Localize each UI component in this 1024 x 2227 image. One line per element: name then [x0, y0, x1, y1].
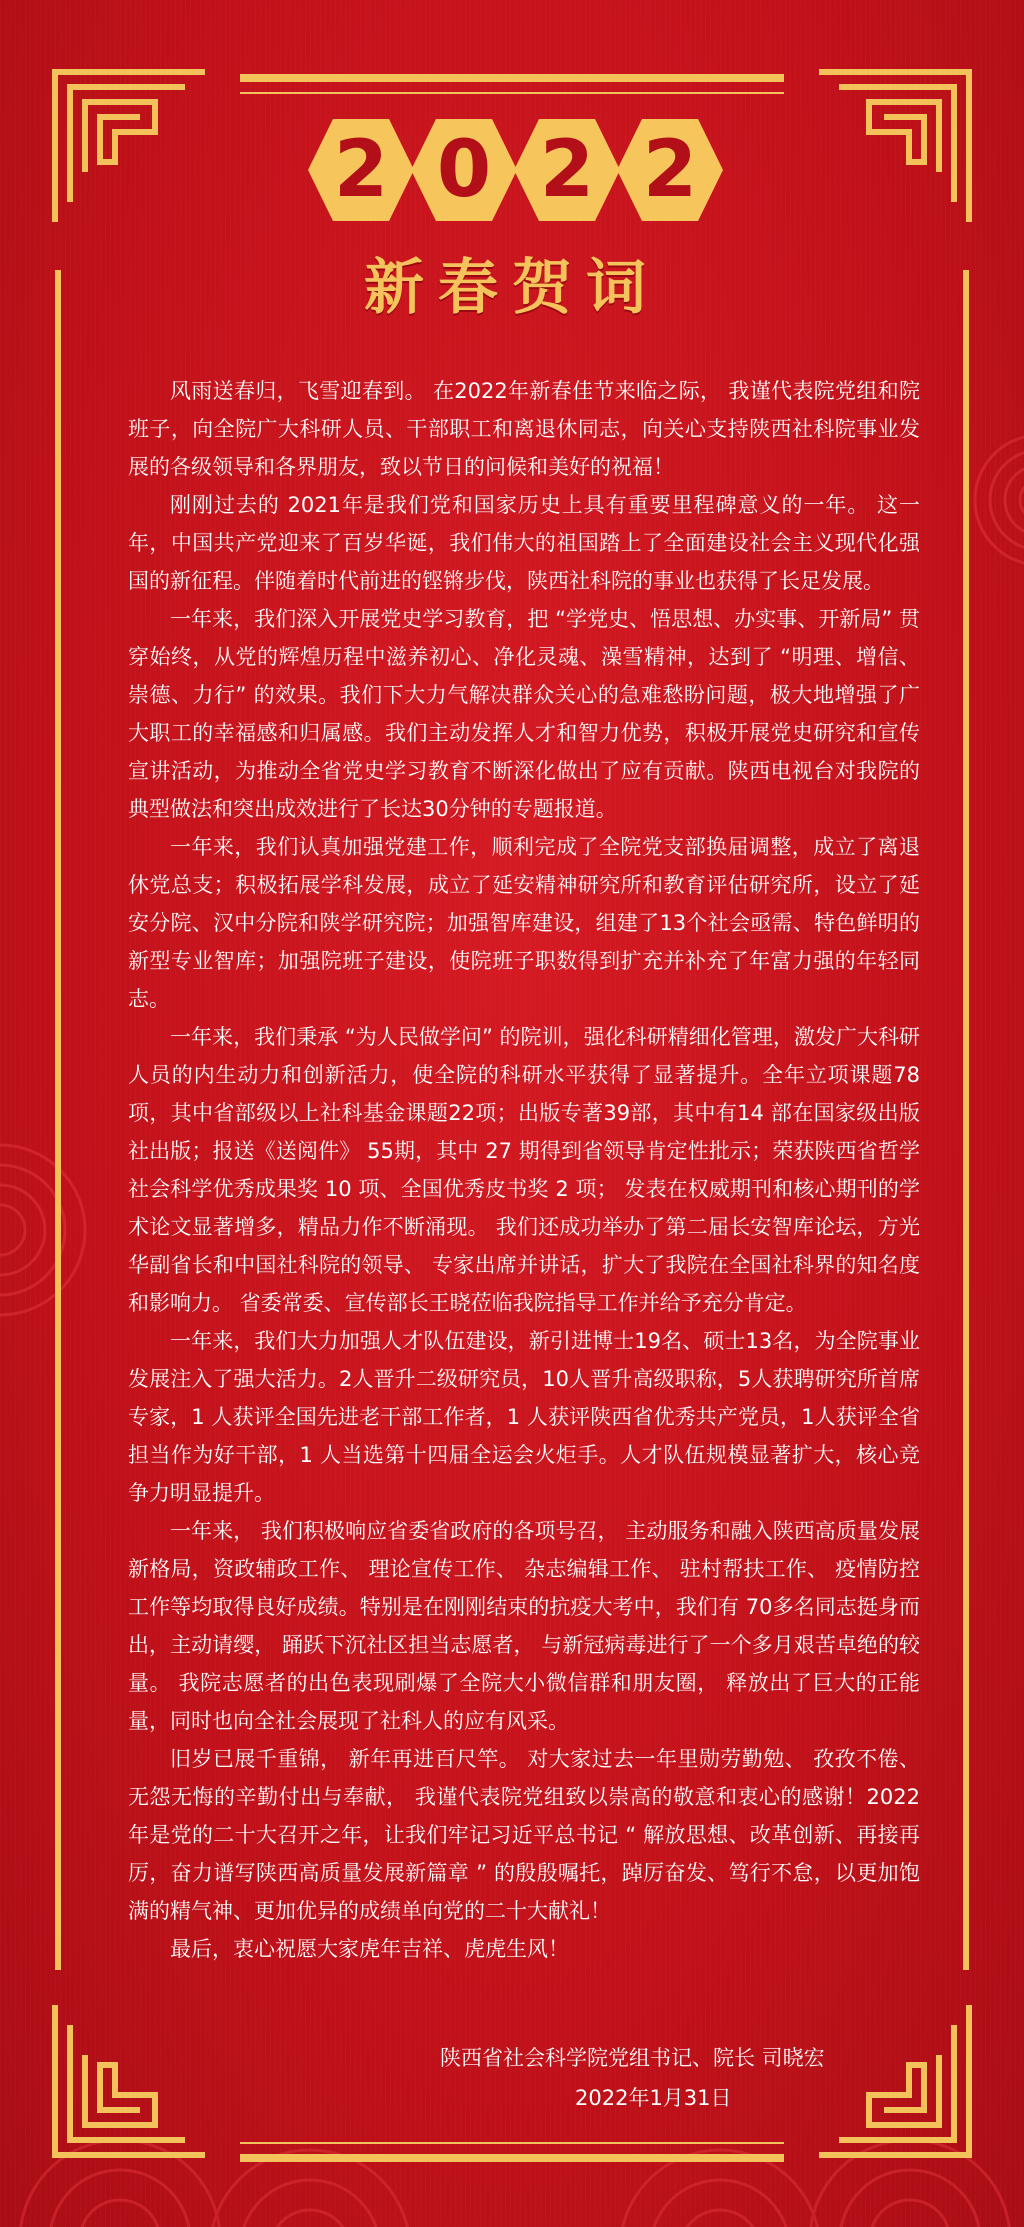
corner-ornament-bottom-left: [45, 1995, 215, 2165]
signature-block: [330, 2038, 930, 2118]
paragraph: 刚刚过去的 2021年是我们党和国家历史上具有重要里程碑意义的一年。 这一年，中国共产党迎来了百岁华诞，我们伟大的祖国踏上了全面建设社会主义现代化强国的新征程。伴随着时代前进的铿锵步伐，陕西社科院的事业也获得了长足发展。: [128, 493, 920, 593]
frame-top-line: [240, 74, 784, 82]
paragraph: 旧岁已展千重锦， 新年再进百尺竿。 对大家过去一年里勋劳勤勉、 孜孜不倦、无怨无悔的辛勤付出与奉献， 我谨代表院党组致以崇高的敬意和衷心的感谢！2022年是党的二十大召开之年，让我们牢记习近平总书记 “ 解放思想、改革创新、再接再厉，奋力谱写陕西高质量发展新篇章 ” 的殷殷嘱托，踔厉奋发、笃行不怠，以更加饱满的精气神、更加优异的成绩单向党的二十大献礼！: [128, 1747, 920, 1923]
year-digit: 2: [642, 125, 698, 215]
paragraph: 一年来，我们大力加强人才队伍建设，新引进博士19名、硕士13名，为全院事业发展注入了强大活力。2人晋升二级研究员，10人晋升高级职称，5人获聘研究所首席专家，1 人获评全国先进老干部工作者，1 人获评陕西省优秀共产党员，1人获评全省担当作为好干部，1 人当选第十四届全运会火炬手。人才队伍规模显著扩大，核心竞争力明显提升。: [128, 1329, 920, 1505]
frame-left-line: [55, 270, 61, 1970]
paragraph: 最后，衷心祝愿大家虎年吉祥、虎虎生风！: [170, 1937, 569, 1961]
paragraph: 一年来，我们深入开展党史学习教育，把 “学党史、悟思想、办实事、开新局” 贯穿始终，从党的辉煌历程中滋养初心、净化灵魂、澡雪精神，达到了 “明理、增信、崇德、力行” 的效果。我们下大力气解决群众关心的急难愁盼问题，极大地增强了广大职工的幸福感和归属感。我们主动发挥人才和智力优势，积极开展党史研究和宣传宣讲活动，为推动全省党史学习教育不断深化做出了应有贡献。陕西电视台对我院的典型做法和突出成效进行了长达30分钟的专题报道。: [128, 607, 920, 821]
frame-inner-top-line: [240, 92, 784, 94]
frame-inner-bottom-line: [240, 2142, 784, 2144]
year-digit: 0: [436, 125, 492, 215]
cloud-wave-decoration-right: [960, 420, 1024, 580]
signature-date: 2022年1月31日: [575, 2086, 732, 2110]
corner-ornament-top-right: [809, 62, 979, 232]
year-hexagon: [615, 115, 725, 225]
year-hexagon: [306, 115, 416, 225]
paragraph: 一年来，我们秉承 “为人民做学问” 的院训，强化科研精细化管理，激发广大科研人员的内生动力和创新活力，使全院的科研水平获得了显著提升。全年立项课题78项，其中省部级以上社科基金课题22项；出版专著39部，其中有14 部在国家级出版社出版；报送《送阅件》 55期，其中 27 期得到省领导肯定性批示；荣获陕西省哲学社会科学优秀成果奖 10 项、全国优秀皮书奖 2 项； 发表在权威期刊和核心期刊的学术论文显著增多，精品力作不断涌现。 我们还成功举办了第二届长安智库论坛，方光华副省长和中国社科院的领导、 专家出席并讲话，扩大了我院在全国社科界的知名度和影响力。 省委常委、宣传部长王晓莅临我院指导工作并给予充分肯定。: [128, 1025, 920, 1315]
corner-ornament-top-left: [45, 62, 215, 232]
frame-right-line: [963, 270, 969, 1970]
cloud-wave-decoration-left: [0, 1100, 90, 1360]
year-hexagon: [409, 115, 519, 225]
signature-author: 陕西省社会科学院党组书记、院长 司晓宏: [440, 2046, 825, 2070]
year-digit: 2: [333, 125, 389, 215]
greeting-body: [128, 372, 920, 1968]
paragraph: 风雨送春归，飞雪迎春到。 在2022年新春佳节来临之际， 我谨代表院党组和院班子，向全院广大科研人员、干部职工和离退休同志，向关心支持陕西社科院事业发展的各级领导和各界朋友，致以节日的问候和美好的祝福！: [128, 379, 920, 479]
paragraph: 一年来， 我们积极响应省委省政府的各项号召， 主动服务和融入陕西高质量发展新格局，资政辅政工作、 理论宣传工作、 杂志编辑工作、 驻村帮扶工作、 疫情防控工作等均取得良好成绩。特别是在刚刚结束的抗疫大考中，我们有 70多名同志挺身而出，主动请缨， 踊跃下沉社区担当志愿者， 与新冠病毒进行了一个多月艰苦卓绝的较量。 我院志愿者的出色表现刷爆了全院大小微信群和朋友圈， 释放出了巨大的正能量，同时也向全社会展现了社科人的应有风采。: [128, 1519, 920, 1733]
year-badge-group: [306, 115, 726, 225]
paragraph: 一年来，我们认真加强党建工作，顺利完成了全院党支部换届调整，成立了离退休党总支；积极拓展学科发展，成立了延安精神研究所和教育评估研究所，设立了延安分院、汉中分院和陕学研究院；加强智库建设，组建了13个社会亟需、特色鲜明的新型专业智库；加强院班子建设，使院班子职数得到扩充并补充了年富力强的年轻同志。: [128, 835, 920, 1011]
year-digit: 2: [539, 125, 595, 215]
page-title: 新春贺词: [364, 253, 660, 323]
year-hexagon: [512, 115, 622, 225]
frame-bottom-line: [240, 2154, 784, 2162]
